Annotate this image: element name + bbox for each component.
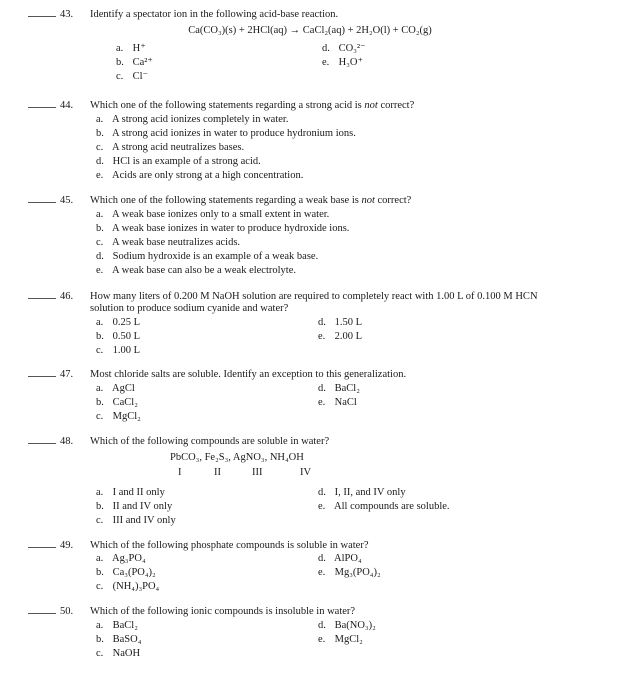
numeral-3: III [252, 467, 263, 478]
answer-blank[interactable] [28, 613, 56, 614]
numeral-1: I [178, 467, 182, 478]
option-e: e. MgCl₂ [318, 634, 363, 645]
question-number: 43. [60, 9, 74, 20]
option-e: e. All compounds are soluble. [318, 501, 450, 512]
option-c: c. 1.00 L [96, 345, 141, 356]
option-b: b. II and IV only [96, 501, 173, 512]
answer-blank[interactable] [28, 202, 56, 203]
question-number: 49. [60, 540, 74, 551]
option-b: b. CaCl₂ [96, 397, 138, 408]
answer-blank[interactable] [28, 376, 56, 377]
option-d: d. HCl is an example of a strong acid. [96, 156, 261, 167]
answer-blank[interactable] [28, 443, 56, 444]
option-e: e. NaCl [318, 397, 357, 408]
option-c: c. (NH₄)₃PO₄ [96, 581, 160, 592]
option-b: b. A weak base ionizes in water to produce hydroxide ions. [96, 223, 350, 234]
option-d: d. Ba(NO₃)₂ [318, 620, 376, 631]
option-e: e. Acids are only strong at a high concentration. [96, 170, 304, 181]
option-c: c. A weak base neutralizes acids. [96, 237, 241, 248]
option-b: b. BaSO₄ [96, 634, 142, 645]
question-stem: Which of the following ionic compounds is insoluble in water? [90, 606, 356, 617]
question-stem: How many liters of 0.200 M NaOH solution are required to completely react with 1.00 L of 0.100 M HCN solution to produce sodium cyanide and water? [90, 291, 538, 314]
option-b: b. 0.50 L [96, 331, 141, 342]
question-stem: Most chloride salts are soluble. Identify an exception to this generalization. [90, 369, 407, 380]
option-a: a. H⁺ [116, 43, 146, 54]
option-d: d. AlPO₄ [318, 553, 362, 564]
numeral-2: II [214, 467, 221, 478]
option-c: c. NaOH [96, 648, 141, 659]
answer-blank[interactable] [28, 107, 56, 108]
question-stem: Which one of the following statements regarding a weak base is not correct? [90, 195, 412, 206]
question-number: 50. [60, 606, 74, 617]
question-stem: Which of the following phosphate compounds is soluble in water? [90, 540, 369, 551]
option-e: e. H₃O⁺ [322, 57, 363, 68]
numeral-4: IV [300, 467, 312, 478]
option-e: e. 2.00 L [318, 331, 363, 342]
answer-blank[interactable] [28, 298, 56, 299]
option-d: d. Sodium hydroxide is an example of a weak base. [96, 251, 319, 262]
option-c: c. Cl⁻ [116, 71, 149, 82]
option-c: c. A strong acid neutralizes bases. [96, 142, 245, 153]
option-a: a. I and II only [96, 487, 165, 498]
reaction-equation: Ca(CO₃)(s) + 2HCl(aq) → CaCl₂(aq) + 2H₂O(l) + CO₂(g) [188, 25, 432, 36]
question-number: 48. [60, 436, 74, 447]
option-e: e. Mg₃(PO₄)₂ [318, 567, 381, 578]
option-b: b. A strong acid ionizes in water to produce hydronium ions. [96, 128, 356, 139]
compound-list: PbCO₃, Fe₂S₃, AgNO₃, NH₄OH [170, 452, 304, 463]
answer-blank[interactable] [28, 547, 56, 548]
option-d: d. I, II, and IV only [318, 487, 406, 498]
option-d: d. CO₃²⁻ [322, 43, 366, 54]
answer-blank[interactable] [28, 16, 56, 17]
option-c: c. III and IV only [96, 515, 176, 526]
option-a: a. Ag₃PO₄ [96, 553, 146, 564]
question-stem: Identify a spectator ion in the following acid-base reaction. [90, 9, 339, 20]
option-e: e. A weak base can also be a weak electrolyte. [96, 265, 297, 276]
option-c: c. MgCl₂ [96, 411, 141, 422]
question-number: 45. [60, 195, 74, 206]
question-number: 46. [60, 291, 74, 302]
option-a: a. BaCl₂ [96, 620, 138, 631]
option-b: b. Ca²⁺ [116, 57, 153, 68]
option-a: a. 0.25 L [96, 317, 141, 328]
question-stem: Which one of the following statements regarding a strong acid is not correct? [90, 100, 415, 111]
option-b: b. Ca₃(PO₄)₂ [96, 567, 156, 578]
option-a: a. A strong acid ionizes completely in water. [96, 114, 289, 125]
question-number: 44. [60, 100, 74, 111]
question-number: 47. [60, 369, 74, 380]
option-d: d. BaCl₂ [318, 383, 360, 394]
option-a: a. A weak base ionizes only to a small extent in water. [96, 209, 330, 220]
option-d: d. 1.50 L [318, 317, 363, 328]
question-stem: Which of the following compounds are soluble in water? [90, 436, 330, 447]
option-a: a. AgCl [96, 383, 135, 394]
